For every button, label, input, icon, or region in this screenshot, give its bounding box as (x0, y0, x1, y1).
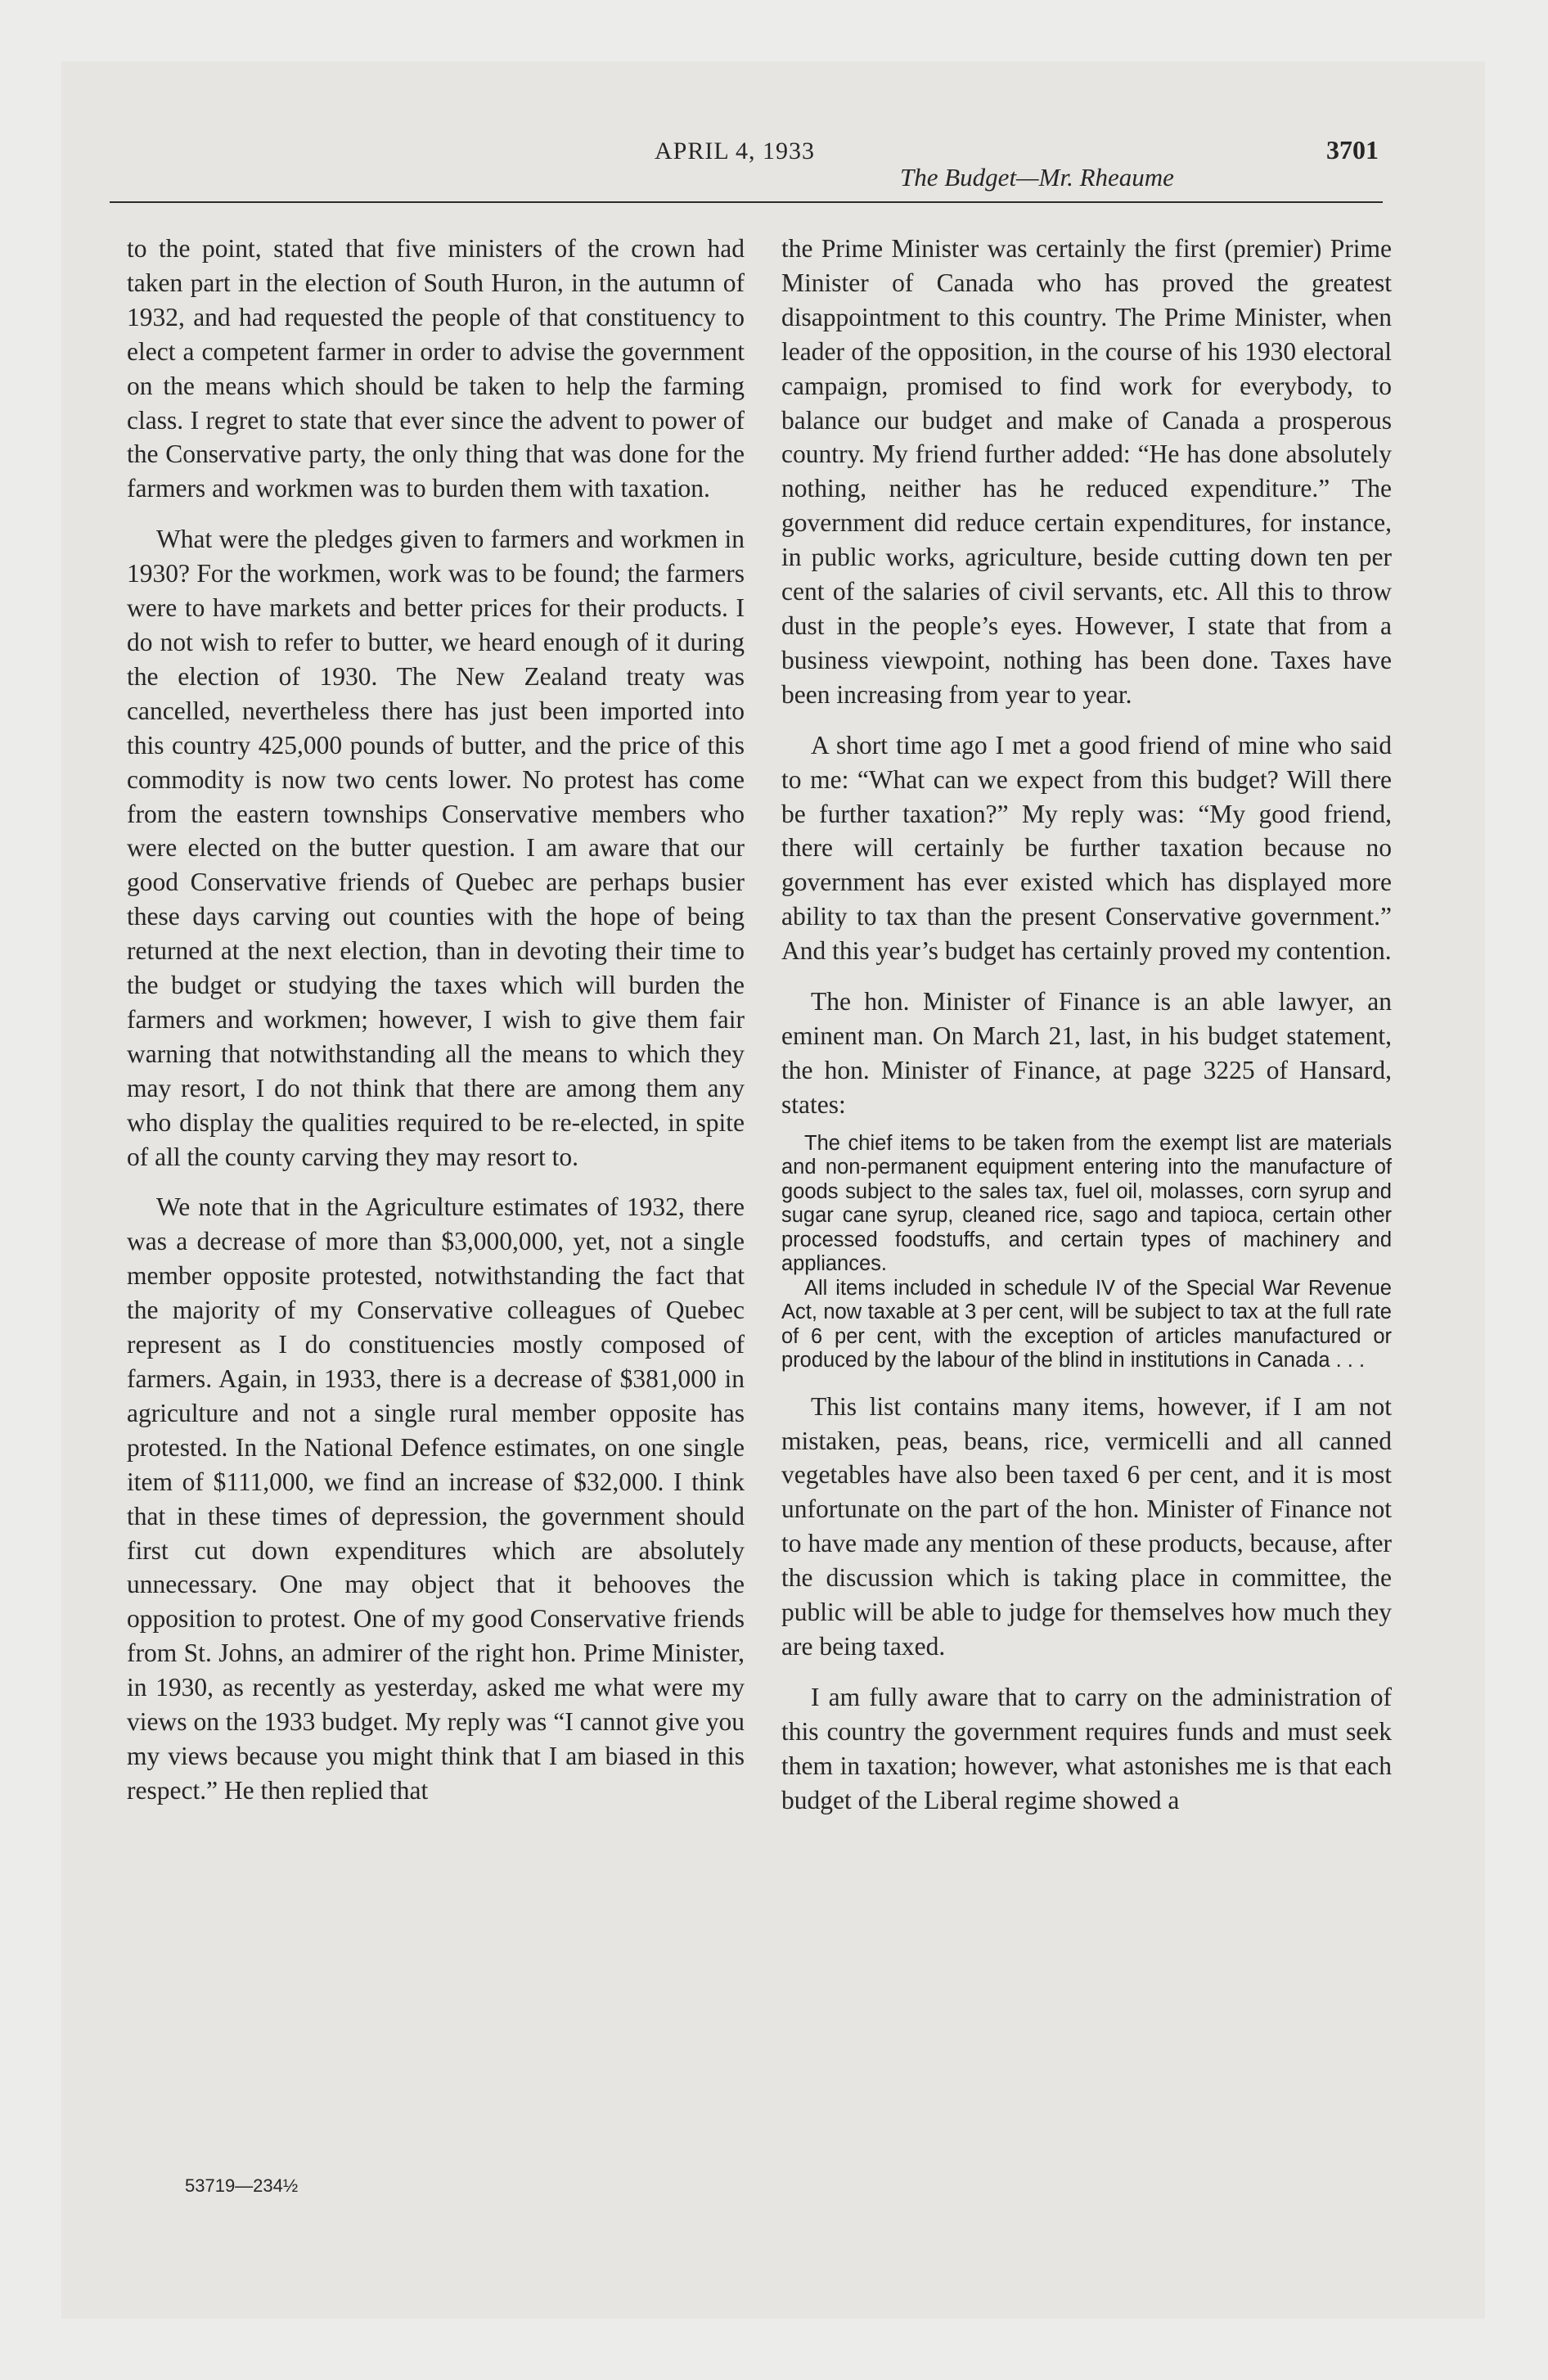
paragraph: This list contains many items, however, if I am not mistaken, peas, beans, rice, vermicelli and all canned vegetables have also been taxed 6 per cent, and it is most unfortunate on the part of the hon. Minister of Finance not to have made any mention of these products, because, after the discussion which is taking place in committee, the public will be able to judge for themselves how much they are being taxed. (781, 1391, 1392, 1661)
page-number: 3701 (1326, 135, 1379, 165)
header-rule (110, 201, 1383, 203)
paragraph: A short time ago I met a good friend of mine who said to me: “What can we expect from this budget? Will there be further taxation?” My reply was: “My good friend, there will certainly be further taxation because no government has ever existed which has displayed more ability to tax than the present Conservative government.” And this year’s budget has certainly proved my contention. (781, 730, 1392, 966)
quote-paragraph: All items included in schedule IV of the Special War Revenue Act, now taxable at 3 per cent, will be subject to tax at the full rate of 6 per cent, with the exception of articles manufactured or produced by the labour of the blind in institutions in Canada . . . (781, 1276, 1392, 1373)
paragraph: The hon. Minister of Finance is an able lawyer, an eminent man. On March 21, last, in his budget statement, the hon. Minister of Finance, at page 3225 of Hansard, states: (781, 987, 1392, 1119)
right-column (781, 232, 1392, 1818)
paragraph: the Prime Minister was certainly the first (premier) Prime Minister of Canada who has proved the greatest disappointment to this country. The Prime Minister, when leader of the opposition, in the course of his 1930 electoral campaign, promised to find work for everybody, to balance our budget and make of Canada a prosperous country. My friend further added: “He has done absolutely nothing, neither has he reduced expenditure.” The government did reduce certain expenditures, for instance, in public works, agriculture, beside cutting down ten per cent of the salaries of civil servants, etc. All this to throw dust in the people’s eyes. However, I state that from a business viewpoint, nothing has been done. Taxes have been increasing from year to year. (781, 234, 1392, 709)
header-date: APRIL 4, 1933 (655, 137, 816, 165)
paragraph: I am fully aware that to carry on the administration of this country the government requires funds and must seek them in taxation; however, what astonishes me is that each budget of the Liberal regime showed a (781, 1682, 1392, 1814)
paragraph: to the point, stated that five ministers of the crown had taken part in the election of South Huron, in the autumn of 1932, and had requested the people of that constituency to elect a competent farmer in order to advise the government on the means which should be taken to help the farming class. I regret to state that ever since the advent to power of the Conservative party, the only thing that was done for the farmers and workmen was to burden them with taxation. (127, 234, 745, 503)
quote-paragraph: The chief items to be taken from the exempt list are materials and non-permanent equipment entering into the manufacture of goods subject to the sales tax, fuel oil, molasses, corn syrup and sugar cane syrup, cleaned rice, sago and tapioca, certain other processed foodstuffs, and certain types of machinery and appliances. (781, 1131, 1392, 1276)
paragraph: What were the pledges given to farmers and workmen in 1930? For the workmen, work was to be found; the farmers were to have markets and better prices for their products. I do not wish to refer to butter, we heard enough of it during the election of 1930. The New Zealand treaty was cancelled, nevertheless there has just been imported into this country 425,000 pounds of butter, and the price of this commodity is now two cents lower. No protest has come from the eastern townships Conservative members who were elected on the butter question. I am aware that our good Conservative friends of Quebec are perhaps busier these days carving out counties with the hope of being returned at the next election, than in devoting their time to the budget or studying the taxes which will burden the farmers and workmen; however, I wish to give them fair warning that notwithstanding all the means to which they may resort, I do not think that there are among them any who display the qualities required to be re-elected, in spite of all the county carving they may resort to. (127, 525, 745, 1171)
paragraph: We note that in the Agriculture estimates of 1932, there was a decrease of more than $3,000,000, yet, not a single member opposite protested, notwithstanding the fact that the majority of my Conservative colleagues of Quebec represent as I do constituencies mostly composed of farmers. Again, in 1933, there is a decrease of $381,000 in agriculture and not a single rural member opposite has protested. In the National Defence estimates, on one single item of $111,000, we find an increase of $32,000. I think that in these times of depression, the government should first cut down expenditures which are absolutely unnecessary. One may object that it behooves the opposition to protest. One of my good Conservative friends from St. Johns, an admirer of the right hon. Prime Minister, in 1930, as recently as yesterday, asked me what were my views on the 1933 budget. My reply was “I cannot give you my views because you might think that I am biased in this respect.” He then replied that (127, 1192, 745, 1805)
left-column (127, 232, 745, 1808)
block-quote (781, 1132, 1392, 1373)
header-title: The Budget—Mr. Rheaume (900, 163, 1174, 192)
print-code-footnote: 53719—234½ (185, 2175, 299, 2196)
